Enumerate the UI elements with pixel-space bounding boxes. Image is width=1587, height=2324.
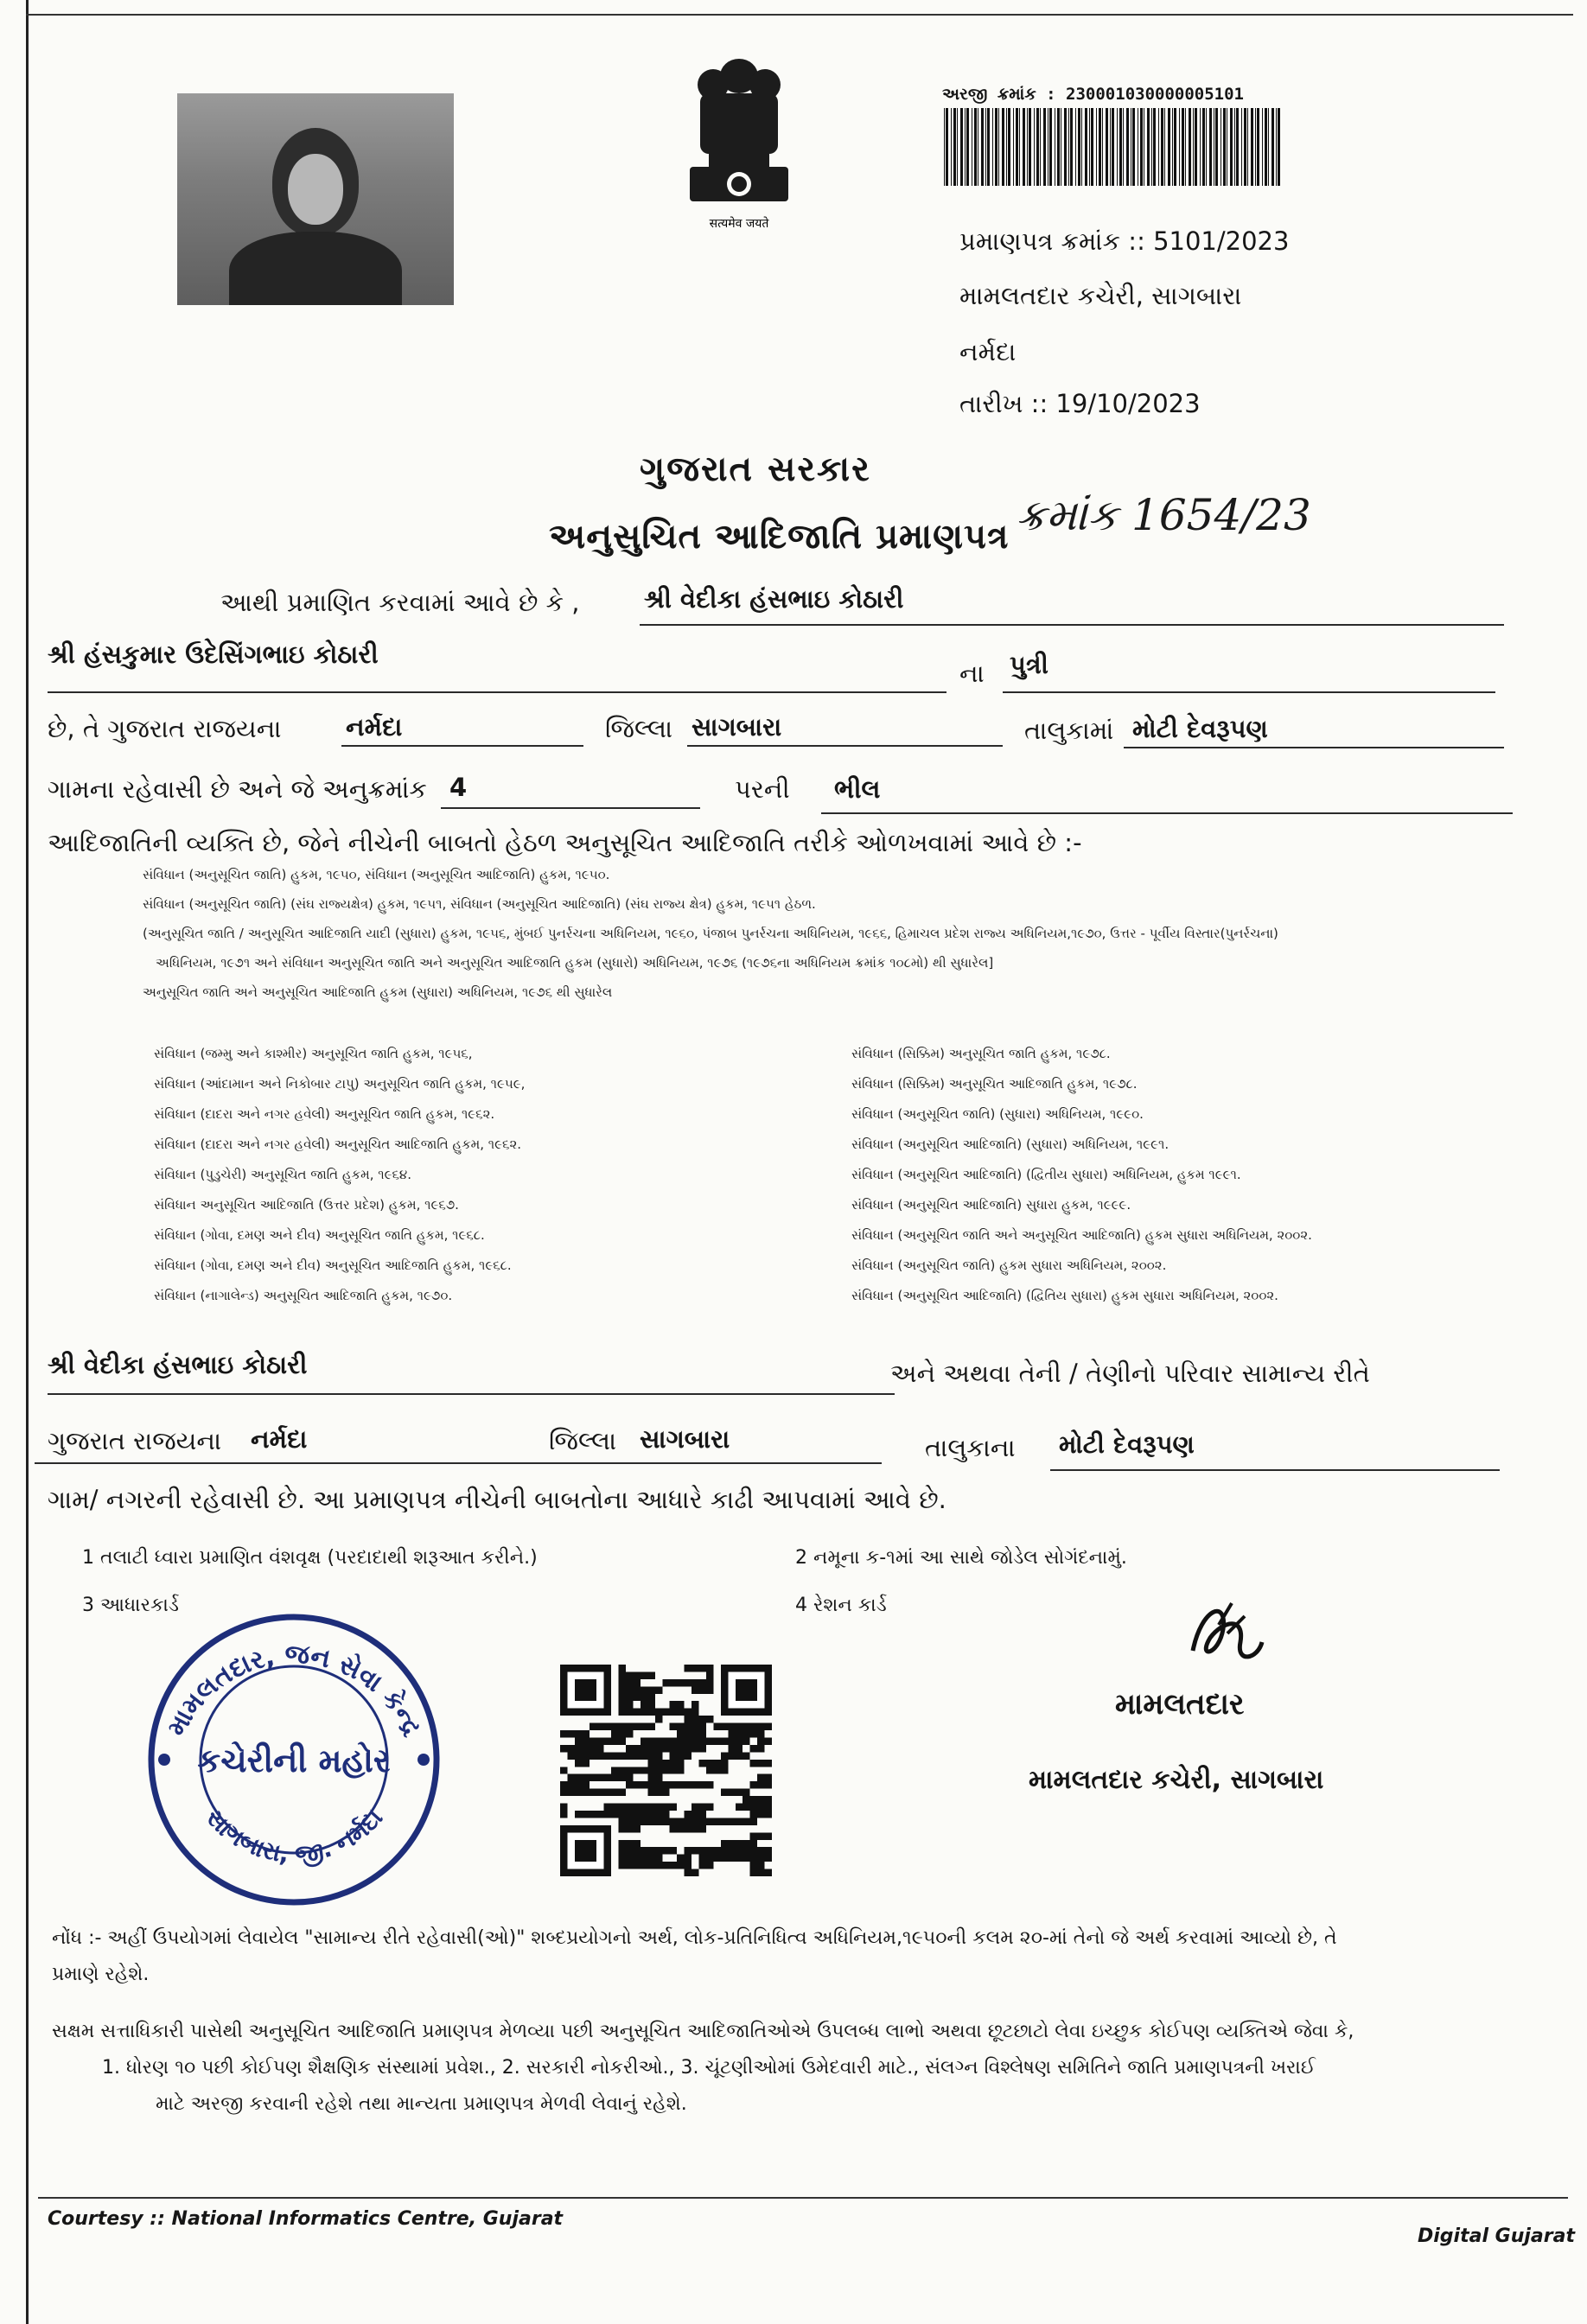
taluka-suffix: તાલુકામાં [1024, 716, 1114, 745]
order-line-left: સંવિધાન (નાગાલેન્ડ) અનુસૂચિત આદિજાતિ હુકમ, ૧૯૭૦. [154, 1288, 453, 1303]
resident-text: ગામના રહેવાસી છે અને જે અનુક્રમાંક [48, 774, 427, 804]
para-line-3: માટે અરજી કરવાની રહેશે તથા માન્યતા પ્રમાણપત્ર મેળવી લેવાનું રહેશે. [156, 2093, 687, 2115]
village-value-repeat: મોટી દેવરૂપણ [1059, 1429, 1195, 1459]
order-line-left: સંવિધાન (ગોવા, દમણ અને દીવ) અનુસૂચિત આદિજાતિ હુકમ, ૧૯૬૮. [154, 1258, 512, 1273]
note-line-1: નોંધ :- અહીં ઉપયોગમાં લેવાયેલ "સામાન્ય રીતે રહેવાસી(ઓ)" શબ્દપ્રયોગનો અર્થ, લોક-પ્રતિનિધિત્વ અધિનિયમ,૧૯૫૦ની કલમ ૨૦-માં તેનો જે અર્થ કરવામાં આવ્યો છે, તે [52, 1927, 1337, 1949]
application-number: અરજી ક્રમાંક : 230001030000005101 [942, 85, 1244, 104]
applicant-photo [177, 93, 454, 305]
order-line: અધિનિયમ, ૧૯૭૧ અને સંવિધાન અનુસૂચિત જાતિ અને અનુસૂચિત આદિજાતિ હુકમ (સુધારો) અધિનિયમ, ૧૯૭૬ (૧૯૭૬ના અધિનિયમ ક્રમાંક ૧૦૮મો) થી સુધારેલ] [156, 955, 994, 971]
footer-courtesy: Courtesy :: National Informatics Centre, Gujarat [48, 2208, 564, 2230]
svg-text:ક્રમાંક 1654/23: ક્રમાંક 1654/23 [1016, 490, 1311, 540]
signatory-office: મામલતદાર કચેરી, સાગબારા [1029, 1765, 1324, 1795]
na-text: ના [959, 659, 985, 688]
basis-item-4: 4 રેશન કાર્ડ [795, 1595, 887, 1616]
certify-text: આથી પ્રમાણિત કરવામાં આવે છે કે , [220, 588, 580, 617]
gujarat-state-text: ગુજરાત રાજયના [48, 1426, 222, 1455]
jilla-label: જિલ્લા [605, 714, 673, 743]
father-name: શ્રી હંસકુમાર ઉદેસિંગભાઇ કોઠારી [48, 640, 379, 669]
footer-digital-gujarat: Digital Gujarat [1418, 2225, 1575, 2247]
order-line-left: સંવિધાન અનુસૂચિત આદિજાતિ (ઉત્તર પ્રદેશ) હુકમ, ૧૯૬૭. [154, 1197, 459, 1213]
order-line-right: સંવિધાન (અનુસૂચિત જાતિ અને અનુસૂચિત આદિજાતિ) હુકમ સુધારા અધિનિયમ, ૨૦૦૨. [851, 1227, 1312, 1243]
order-line-right: સંવિધાન (અનુસૂચિત જાતિ) હુકમ સુધારા અધિનિયમ, ૨૦૦૨. [851, 1258, 1167, 1273]
national-emblem-icon [666, 50, 813, 240]
order-line-right: સંવિધાન (અનુસૂચિત આદિજાતિ) (સુધારા) અધિનિયમ, ૧૯૯૧. [851, 1137, 1170, 1152]
jilla-label-repeat: જિલ્લા [549, 1426, 617, 1455]
signatory-title: મામલતદાર [1115, 1687, 1245, 1722]
order-line-left: સંવિધાન (જમ્મુ અને કાશ્મીર) અનુસૂચિત જાતિ હુકમ, ૧૯૫૬, [154, 1046, 473, 1061]
order-line-right: સંવિધાન (અનુસૂચિત આદિજાતિ) (દ્વિતિય સુધારા) હુકમ સુધારા અધિનિયમ, ૨૦૦૨. [851, 1288, 1278, 1303]
stamp-bottom-text: સાગબારા, જી. નર્મદા [200, 1803, 389, 1869]
taluka-value: સાગબારા [692, 712, 782, 742]
declared-text: આદિજાતિની વ્યક્તિ છે, જેને નીચેની બાબતો હેઠળ અનુસૂચિત આદિજાતિ તરીકે ઓળખવામાં આવે છે :- [48, 828, 1082, 857]
order-line-left: સંવિધાન (ગોવા, દમણ અને દીવ) અનુસૂચિત જાતિ હુકમ, ૧૯૬૮. [154, 1227, 485, 1243]
handwritten-number [1011, 480, 1409, 549]
order-line-right: સંવિધાન (સિક્કિમ) અનુસૂચિત જાતિ હુકમ, ૧૯૭૮. [851, 1046, 1111, 1061]
order-line-right: સંવિધાન (અનુસૂચિત આદિજાતિ) સુધારા હુકમ, ૧૯૯૯. [851, 1197, 1131, 1213]
village-value: મોટી દેવરૂપણ [1132, 714, 1268, 743]
barcode [944, 108, 1281, 186]
basis-item-2: 2 નમૂના ક-૧માં આ સાથે જોડેલ સોગંદનામું. [795, 1547, 1127, 1569]
emblem-motto: सत्यमेव जयते [709, 217, 769, 231]
taluka-label-repeat: તાલુકાના [925, 1433, 1016, 1462]
issue-date: તારીખ :: 19/10/2023 [959, 389, 1201, 418]
serial-number: 4 [449, 773, 468, 802]
order-line-right: સંવિધાન (સિક્કિમ) અનુસૂચિત આદિજાતિ હુકમ, ૧૯૭૮. [851, 1076, 1138, 1092]
qr-code [560, 1665, 772, 1876]
order-line: સંવિધાન (અનુસૂચિત જાતિ) (સંઘ રાજ્યક્ષેત્ર) હુકમ, ૧૯૫૧, સંવિધાન (અનુસૂચિત આદિજાતિ) (સંઘ રાજ્ય ક્ષેત્ર) હુકમ, ૧૯૫૧ હેઠળ. [143, 896, 816, 912]
officer-signature [1176, 1590, 1271, 1677]
tribe-name: ભીલ [834, 774, 881, 804]
order-line-right: સંવિધાન (અનુસૂચિત આદિજાતિ) (દ્વિતીય સુધારા) અધિનિયમ, હુકમ ૧૯૯૧. [851, 1167, 1241, 1182]
issuing-office: મામલતદાર કચેરી, સાગબારા [959, 281, 1242, 310]
office-seal-stamp [137, 1606, 452, 1913]
issuing-district: નર્મદા [959, 337, 1017, 366]
footer-divider [38, 2197, 1568, 2199]
district-value-repeat: નર્મદા [251, 1424, 308, 1454]
order-line-left: સંવિધાન (દાદરા અને નગર હવેલી) અનુસૂચિત જાતિ હુકમ, ૧૯૬૨. [154, 1106, 495, 1122]
family-text: અને અથવા તેની / તેણીનો પરિવાર સામાન્ય રીતે [890, 1359, 1370, 1388]
person-name-repeat: શ્રી વેદીકા હંસભાઇ કોઠારી [48, 1350, 308, 1379]
para-line-1: સક્ષમ સત્તાધિકારી પાસેથી અનુસૂચિત આદિજાતિ પ્રમાણપત્ર મેળવ્યા પછી અનુસૂચિત આદિજાતિઓએ ઉપલબ્ધ લાભો અથવા છૂટછાટો લેવા ઇચ્છુક કોઈપણ વ્યક્તિએ જેવા કે, [52, 2021, 1354, 2042]
certificate-title: અનુસુચિત આદિજાતિ પ્રમાણપત્ર [549, 517, 1010, 557]
government-title: ગુજરાત સરકાર [640, 449, 871, 489]
order-line-left: સંવિધાન (પુડુચેરી) અનુસૂચિત જાતિ હુકમ, ૧૯૬૪. [154, 1167, 411, 1182]
certificate-number: પ્રમાણપત્ર ક્રમાંક :: 5101/2023 [959, 226, 1290, 256]
parni-text: પરની [735, 774, 790, 804]
relation: પુત્રી [1010, 650, 1048, 679]
order-line: સંવિધાન (અનુસૂચિત જાતિ) હુકમ, ૧૯૫૦, સંવિધાન (અનુસૂચિત આદિજાતિ) હુકમ, ૧૯૫૦. [143, 867, 610, 882]
district-value: નર્મદા [346, 712, 403, 742]
basis-item-3: 3 આધારકાર્ડ [82, 1595, 179, 1616]
svg-text:સાગબારા, જી. નર્મદા [201, 1803, 389, 1869]
person-name: શ્રી વેદીકા હંસભાઇ કોઠારી [644, 584, 904, 614]
order-line: અનુસૂચિત જાતિ અને અનુસૂચિત આદિજાતિ હુકમ (સુધારા) અધિનિયમ, ૧૯૭૬ થી સુધારેલ [143, 984, 613, 1000]
order-line-left: સંવિધાન (દાદરા અને નગર હવેલી) અનુસૂચિત આદિજાતિ હુકમ, ૧૯૬૨. [154, 1137, 522, 1152]
order-line: (અનુસૂચિત જાતિ / અનુસૂચિત આદિજાતિ યાદી (સુધારા) હુકમ, ૧૯૫૬, મુંબઈ પુનર્રચના અધિનિયમ, ૧૯૬૦, પંજાબ પુનર્રચના અધિનિયમ, ૧૯૬૬, હિમાચલ પ્રદેશ રાજ્ય અધિનિયમ,૧૯૭૦, ઉત્તર - પૂર્વીય વિસ્તાર(પુનર્રચના) [143, 926, 1278, 941]
residence-text: ગામ/ નગરની રહેવાસી છે. આ પ્રમાણપત્ર નીચેની બાબતોના આધારે કાઢી આપવામાં આવે છે. [48, 1485, 946, 1514]
order-line-right: સંવિધાન (અનુસૂચિત જાતિ) (સુધારા) અધિનિયમ, ૧૯૯૦. [851, 1106, 1144, 1122]
stamp-center-text: કચેરીની મહોર [197, 1741, 391, 1780]
para-line-2: 1. ધોરણ ૧૦ પછી કોઈપણ શૈક્ષણિક સંસ્થામાં પ્રવેશ., 2. સરકારી નોકરીઓ., 3. ચૂંટણીઓમાં ઉમેદવારી માટે., સંલગ્ન વિશ્લેષણ સમિતિને જાતિ પ્રમાણપત્રની ખરાઈ [102, 2057, 1316, 2079]
note-line-2: પ્રમાણે રહેશે. [52, 1964, 150, 1985]
taluka-value-repeat: સાગબારા [640, 1424, 730, 1454]
page-border-top [26, 14, 1573, 16]
order-line-left: સંવિધાન (આંદામાન અને નિકોબાર ટાપુ) અનુસૂચિત જાતિ હુકમ, ૧૯૫૯, [154, 1076, 526, 1092]
stamp-top-text: મામલતદાર, જન સેવા કેન્દ્ર [161, 1640, 428, 1741]
state-text: છે, તે ગુજરાત રાજયના [48, 714, 282, 743]
page-border-left [26, 0, 29, 2324]
basis-item-1: 1 તલાટી ધ્વારા પ્રમાણિત વંશવૃક્ષ (પરદાદાથી શરૂઆત કરીને.) [82, 1547, 538, 1569]
